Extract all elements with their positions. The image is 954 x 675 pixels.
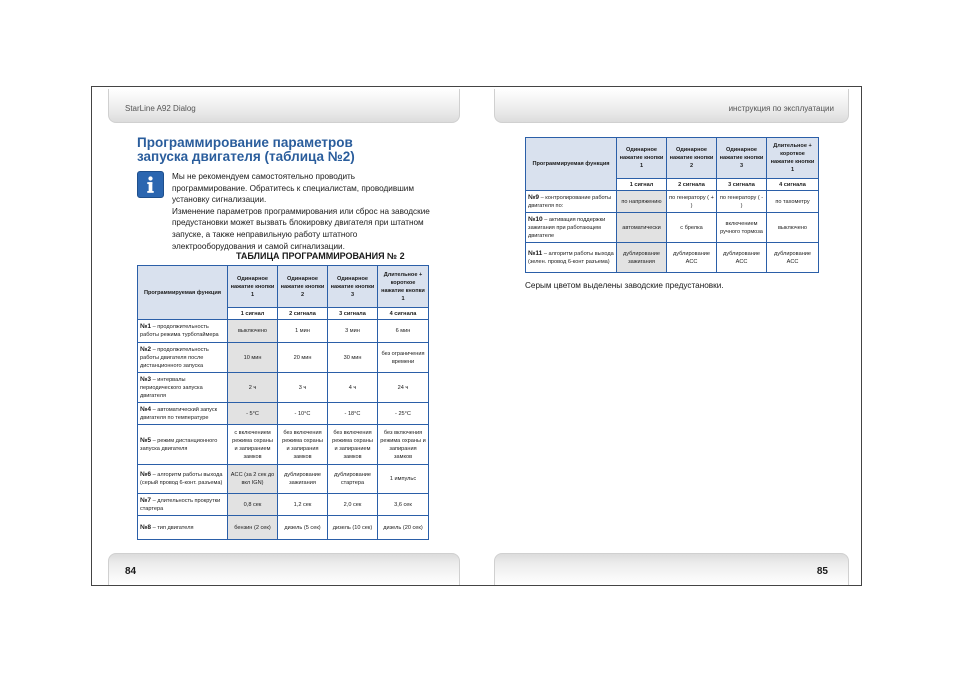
header-col1: Одинарное нажатие кнопки 1 <box>617 138 667 179</box>
table-row <box>138 465 429 494</box>
value-cell: по генератору ( + ) <box>667 191 717 213</box>
value-cell: по тахометру <box>767 191 819 213</box>
page-title: Программирование параметров запуска двигателя (таблица №2) <box>137 135 355 164</box>
value-cell: 1 мин <box>278 320 328 343</box>
value-cell: без включения режима охраны и запиранием замков <box>328 425 378 465</box>
value-cell: по генератору ( - ) <box>717 191 767 213</box>
header-col1: Одинарное нажатие кнопки 1 <box>228 266 278 308</box>
programming-table-right <box>525 137 819 273</box>
default-settings-note: Серым цветом выделены заводские предустановки. <box>525 281 724 290</box>
value-cell: 2,0 сек <box>328 494 378 516</box>
value-cell: дублирование стартера <box>328 465 378 494</box>
value-cell: 10 мин <box>228 343 278 373</box>
programming-table-left <box>137 265 429 540</box>
table-row <box>138 516 429 540</box>
intro-text <box>172 171 432 252</box>
value-cell: 1,2 сек <box>278 494 328 516</box>
function-cell: №11 – алгоритм работы выхода (зелен. провод 6-конт разъема) <box>526 243 617 273</box>
page-number-left: 84 <box>125 566 137 577</box>
value-cell: дублирование ACC <box>717 243 767 273</box>
table-row <box>138 494 429 516</box>
value-cell: 20 мин <box>278 343 328 373</box>
header-col3: Одинарное нажатие кнопки 3 <box>328 266 378 308</box>
signal-4: 4 сигнала <box>378 308 429 320</box>
header-col2: Одинарное нажатие кнопки 2 <box>278 266 328 308</box>
left-page-footer <box>108 553 460 585</box>
header-col4: Длительное + короткое нажатие кнопки 1 <box>767 138 819 179</box>
value-cell: - 18°C <box>328 403 378 425</box>
value-cell: без включения режима охраны и запирания замков <box>378 425 429 465</box>
header-col2: Одинарное нажатие кнопки 2 <box>667 138 717 179</box>
table-row <box>138 425 429 465</box>
value-cell: 1 импульс <box>378 465 429 494</box>
value-cell: по напряжению <box>617 191 667 213</box>
value-cell: 6 мин <box>378 320 429 343</box>
value-cell: 3 мин <box>328 320 378 343</box>
function-cell: №9 – контролирование работы двигателя по: <box>526 191 617 213</box>
value-cell: выключено <box>228 320 278 343</box>
value-cell: с брелка <box>667 213 717 243</box>
signal-1: 1 сигнал <box>228 308 278 320</box>
value-cell: без включения режима охраны и запирания замков <box>278 425 328 465</box>
function-cell: №3 – интервалы периодического запуска двигателя <box>138 373 228 403</box>
intro-paragraph: Мы не рекомендуем самостоятельно проводить программирование. Обратитесь к специалистам, проводившим установку сигнализации. <box>172 172 414 205</box>
value-cell: дизель (20 сек) <box>378 516 429 540</box>
value-cell: без ограничения времени <box>378 343 429 373</box>
header-col4: Длительное + короткое нажатие кнопки 1 <box>378 266 429 308</box>
function-cell: №6 – алгоритм работы выхода (серый провод 6-конт. разъема) <box>138 465 228 494</box>
value-cell: бензин (2 сек) <box>228 516 278 540</box>
value-cell: 3 ч <box>278 373 328 403</box>
right-page-footer <box>494 553 849 585</box>
page-number-right: 85 <box>816 566 828 577</box>
header-function: Программируемая функция <box>526 138 617 191</box>
header-function: Программируемая функция <box>138 266 228 320</box>
intro-paragraph: Изменение параметров программирования или сброс на заводские предустановки может вызвать блокировку двигателя при штатном запуске, а также неправильную работу штатного электрооборудования и самой сигнализации. <box>172 206 430 251</box>
value-cell: 4 ч <box>328 373 378 403</box>
value-cell: 30 мин <box>328 343 378 373</box>
info-icon <box>137 171 164 198</box>
value-cell: дизель (5 сек) <box>278 516 328 540</box>
function-cell: №8 – тип двигателя <box>138 516 228 540</box>
table-row <box>138 373 429 403</box>
value-cell: выключено <box>767 213 819 243</box>
table-row <box>138 320 429 343</box>
right-header-title: инструкция по эксплуатации <box>728 104 834 113</box>
value-cell: 0,8 сек <box>228 494 278 516</box>
function-cell: №2 – продолжительность работы двигателя после дистанционного запуска <box>138 343 228 373</box>
function-cell: №4 – автоматический запуск двигателя по температуре <box>138 403 228 425</box>
value-cell: 24 ч <box>378 373 429 403</box>
right-page-header <box>494 89 849 123</box>
function-cell: №7 – длительность прокрутки стартера <box>138 494 228 516</box>
table-row <box>138 343 429 373</box>
value-cell: ACC (за 2 сек до вкл IGN) <box>228 465 278 494</box>
table-row <box>526 191 819 213</box>
value-cell: с включением режима охраны и запиранием замков <box>228 425 278 465</box>
value-cell: - 25°C <box>378 403 429 425</box>
value-cell: дублирование зажигания <box>278 465 328 494</box>
left-header-title: StarLine A92 Dialog <box>125 104 196 113</box>
left-page-header <box>108 89 460 123</box>
signal-4: 4 сигнала <box>767 179 819 191</box>
function-cell: №10 – активация поддержки зажигания при работающем двигателе <box>526 213 617 243</box>
value-cell: дизель (10 сек) <box>328 516 378 540</box>
value-cell: 3,6 сек <box>378 494 429 516</box>
value-cell: автоматически <box>617 213 667 243</box>
value-cell: дублирование ACC <box>767 243 819 273</box>
table-row <box>526 213 819 243</box>
function-cell: №5 – режим дистанционного запуска двигателя <box>138 425 228 465</box>
function-cell: №1 – продолжительность работы режима турботаймера <box>138 320 228 343</box>
table-caption: ТАБЛИЦА ПРОГРАММИРОВАНИЯ № 2 <box>236 251 405 261</box>
signal-1: 1 сигнал <box>617 179 667 191</box>
value-cell: - 5°C <box>228 403 278 425</box>
value-cell: дублирование зажигания <box>617 243 667 273</box>
value-cell: дублирование ACC <box>667 243 717 273</box>
header-col3: Одинарное нажатие кнопки 3 <box>717 138 767 179</box>
table-row <box>526 243 819 273</box>
table-row <box>138 403 429 425</box>
signal-2: 2 сигнала <box>667 179 717 191</box>
value-cell: - 10°C <box>278 403 328 425</box>
value-cell: включением ручного тормоза <box>717 213 767 243</box>
signal-2: 2 сигнала <box>278 308 328 320</box>
signal-3: 3 сигнала <box>717 179 767 191</box>
signal-3: 3 сигнала <box>328 308 378 320</box>
value-cell: 2 ч <box>228 373 278 403</box>
